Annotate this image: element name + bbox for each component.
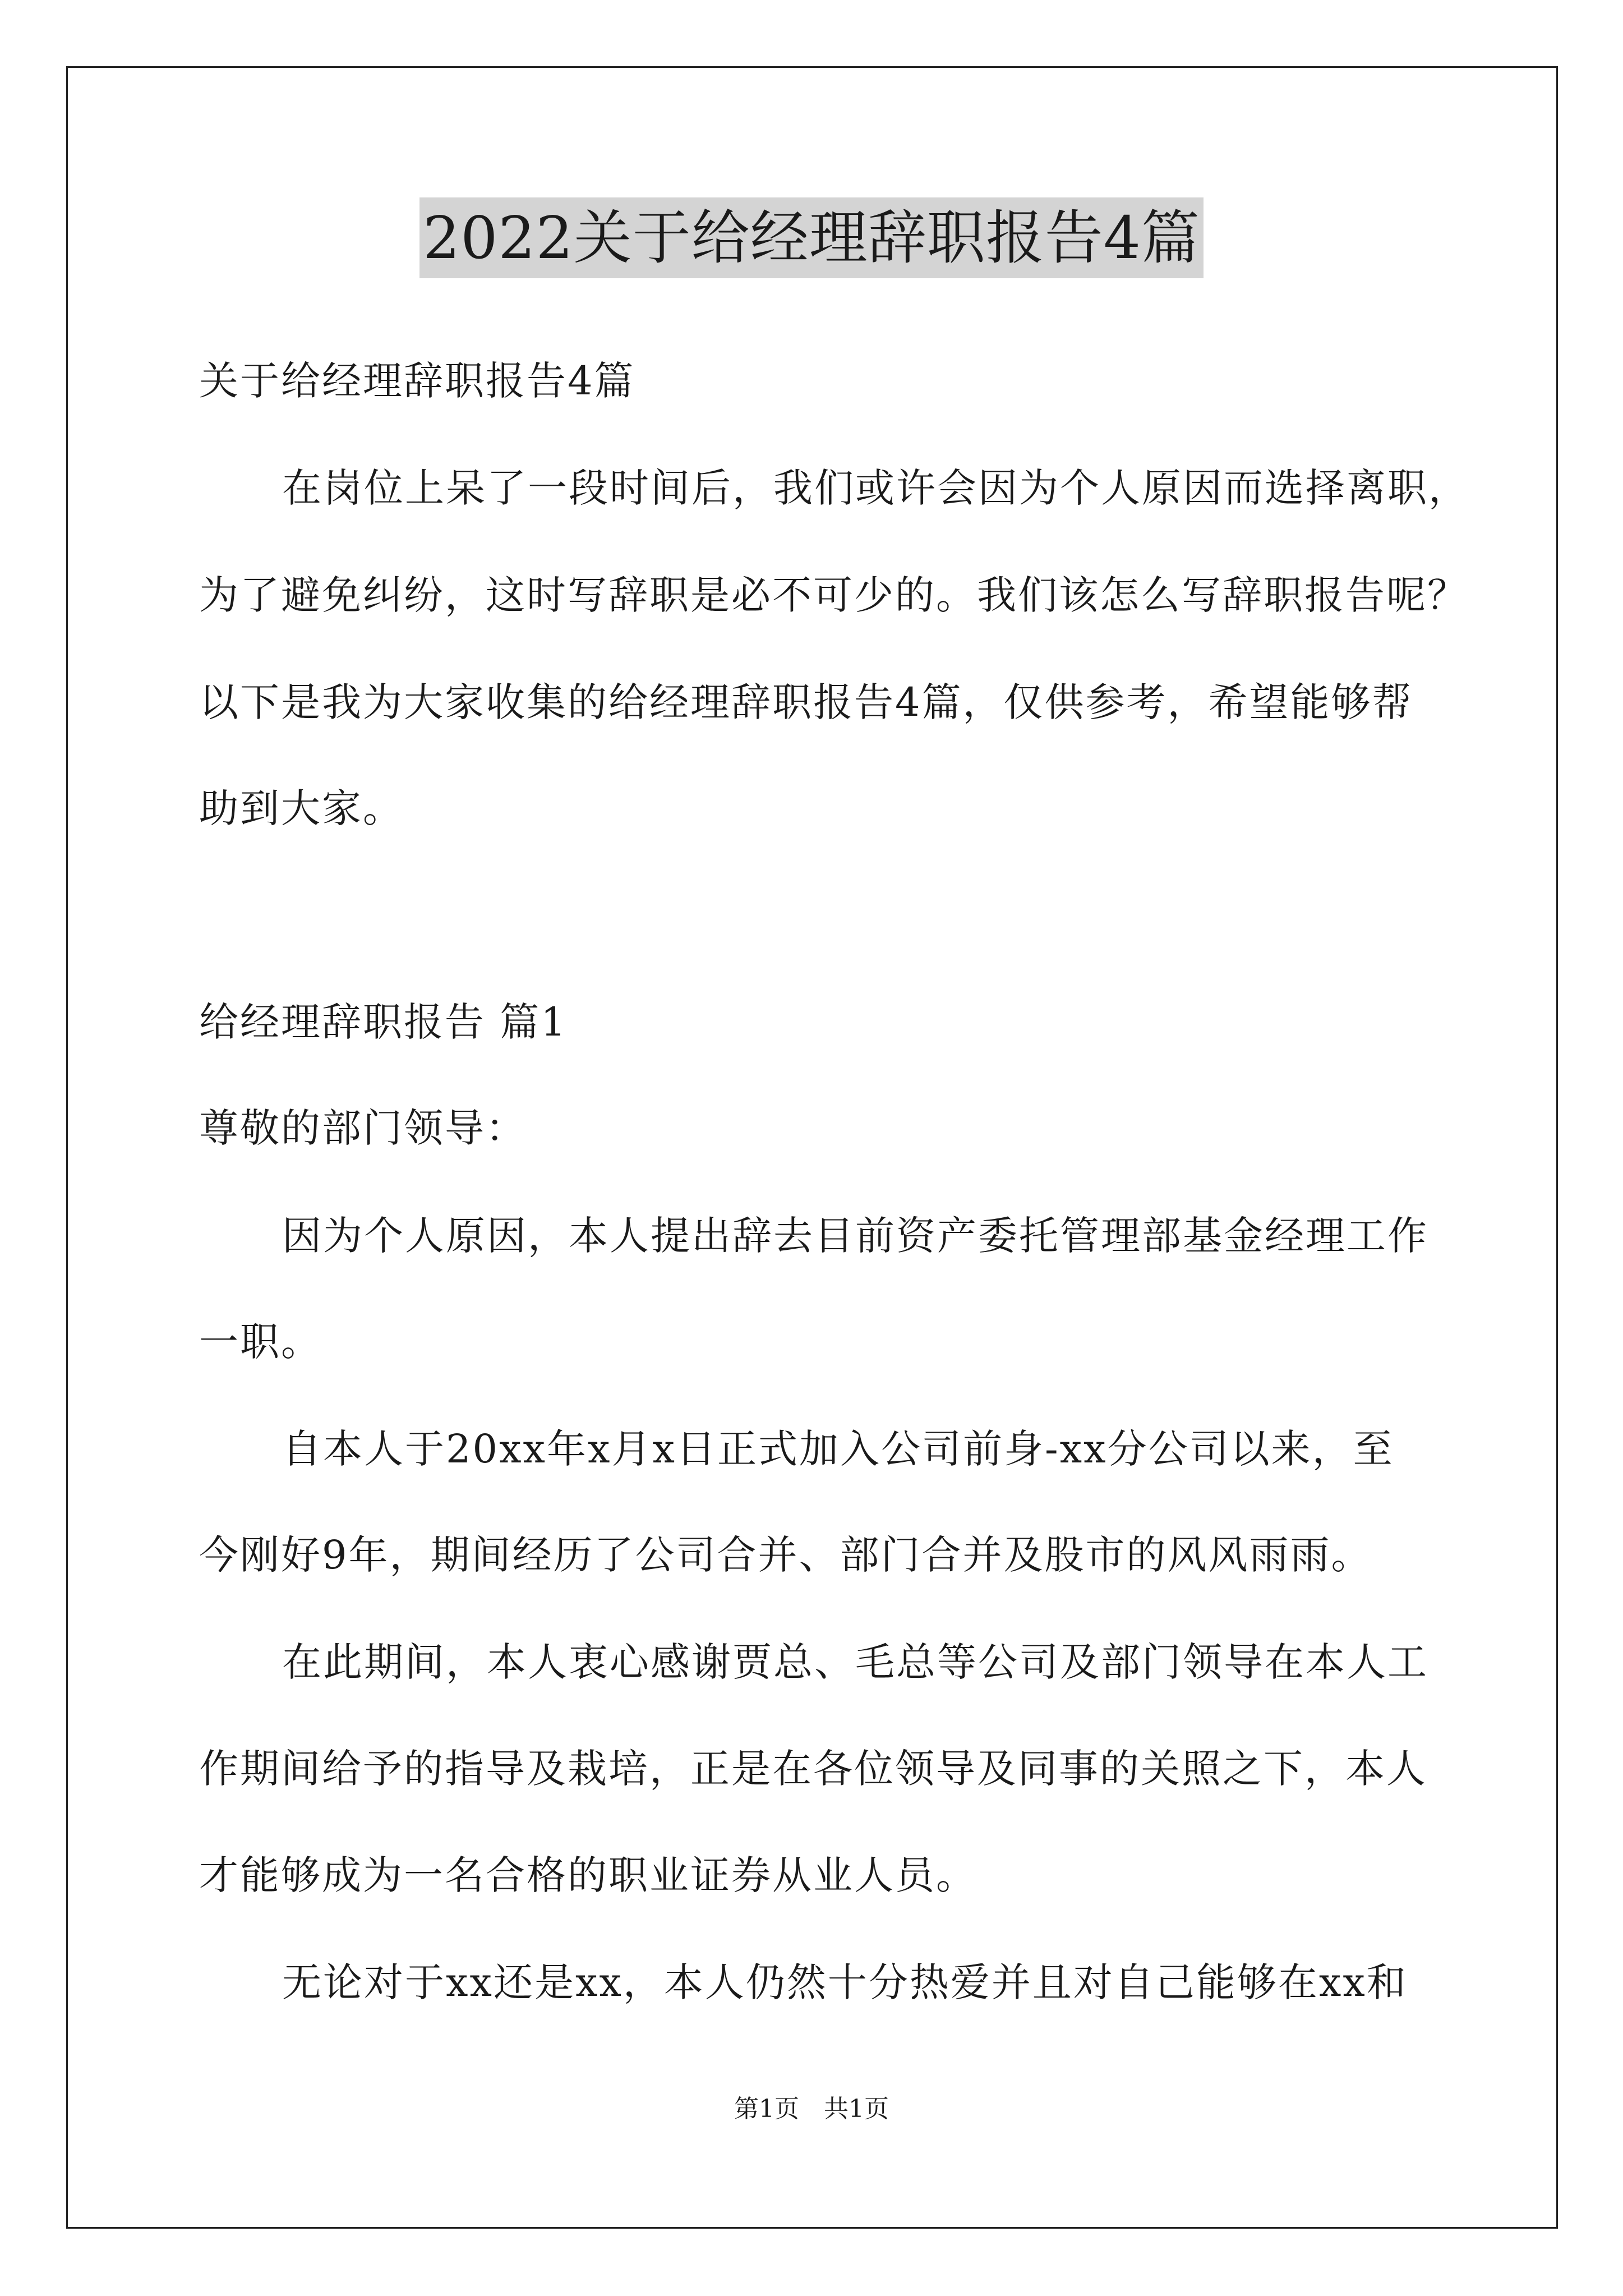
intro-line-4: 助到大家。: [199, 785, 404, 831]
body-line-3: 自本人于20xx年x月x日正式加入公司前身-xx分公司以来，至: [282, 1426, 1394, 1472]
document-title: 2022关于给经理辞职报告4篇: [419, 197, 1204, 278]
salutation: 尊敬的部门领导：: [199, 1105, 527, 1151]
intro-line-3: 以下是我为大家收集的给经理辞职报告4篇，仅供参考，希望能够帮: [199, 679, 1413, 725]
body-line-8: 无论对于xx还是xx，本人仍然十分热爱并且对自己能够在xx和: [282, 1959, 1408, 2005]
body-line-6: 作期间给予的指导及栽培，正是在各位领导及同事的关照之下，本人: [199, 1746, 1427, 1792]
body-line-2: 一职。: [199, 1319, 322, 1365]
intro-line-2: 为了避免纠纷，这时写辞职是必不可少的。我们该怎么写辞职报告呢？: [199, 572, 1468, 618]
body-line-4: 今刚好9年，期间经历了公司合并、部门合并及股市的风风雨雨。: [199, 1532, 1372, 1578]
body-line-5: 在此期间，本人衷心感谢贾总、毛总等公司及部门领导在本人工: [282, 1639, 1428, 1685]
section-heading: 给经理辞职报告 篇1: [199, 999, 568, 1045]
title-container: [0, 197, 1623, 278]
document-subtitle: 关于给经理辞职报告4篇: [199, 358, 635, 404]
intro-line-1: 在岗位上呆了一段时间后，我们或许会因为个人原因而选择离职，: [282, 465, 1469, 511]
body-line-7: 才能够成为一名合格的职业证券从业人员。: [199, 1852, 977, 1898]
page-footer: 第1页 共1页: [734, 2095, 889, 2123]
body-line-1: 因为个人原因，本人提出辞去目前资产委托管理部基金经理工作: [282, 1213, 1428, 1259]
